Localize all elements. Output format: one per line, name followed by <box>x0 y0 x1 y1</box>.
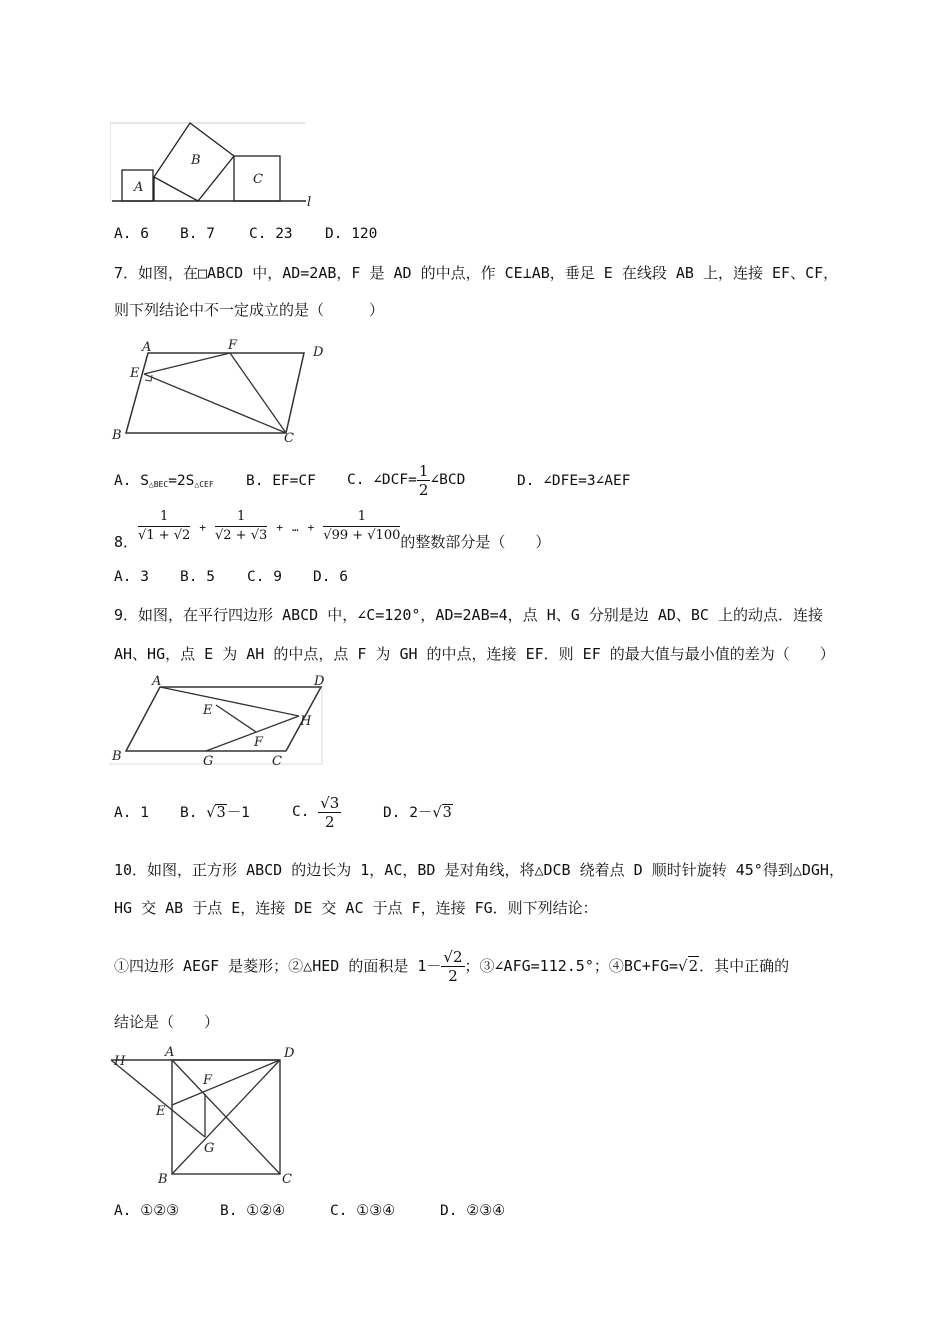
q10-stem-line1: 10．如图，正方形 ABCD 的边长为 1，AC，BD 是对角线，将△DCB 绕着点 D 顺时针旋转 45°得到△DGH， <box>114 861 844 879</box>
q8-option-a: A. 3 <box>114 569 149 585</box>
q8-term-3: $\frac{1}{√99 + √100}$ <box>323 509 401 543</box>
fig7-label-f: F <box>228 338 238 353</box>
fig9-label-f: F <box>254 735 264 750</box>
q10-stem-line2: HG 交 AB 于点 E，连接 DE 交 AC 于点 F，连接 FG．则下列结论： <box>114 899 598 917</box>
q7-option-c-fraction: $\frac{1}{2}$ <box>418 461 429 499</box>
q8-term-1: $\frac{1}{√1 + √2}$ <box>138 509 191 543</box>
fig10-label-b: B <box>158 1172 168 1187</box>
q9-option-c: C. $\frac{√3}{2}$ <box>292 793 340 831</box>
fig10-label-h: H <box>114 1054 126 1069</box>
fig10-label-c: C <box>282 1172 292 1187</box>
q9-figure <box>108 670 333 770</box>
q9-option-a: A. 1 <box>114 805 149 821</box>
fig6-label-b: B <box>191 153 201 168</box>
q7-option-a: A. $S_{\triangle BEC}=2S_{\triangle CEF}$ <box>114 473 214 489</box>
fig10-label-g: G <box>204 1141 215 1156</box>
q10-stem-line3: ①四边形 AEGF 是菱形；②△HED 的面积是 1－ $\frac{√2}{2}$ ；③∠AFG=112.5°；④BC+FG=√2．其中正确的 <box>114 948 790 985</box>
fig6-label-c: C <box>253 172 263 187</box>
q8-option-b: B. 5 <box>180 569 215 585</box>
fig9-segment-hg <box>206 716 299 751</box>
fig9-label-c: C <box>272 754 282 769</box>
fig6-label-l: l <box>307 195 312 210</box>
fig9-segment-ef <box>216 705 256 732</box>
q10-option-a: A. ①②③ <box>114 1203 180 1219</box>
q9-stem-line1: 9．如图，在平行四边形 ABCD 中，∠C=120°，AD=2AB=4，点 H、G 分别是边 AD、BC 上的动点．连接 <box>114 606 823 624</box>
q7-stem-line1: 7．如图，在□ABCD 中，AD=2AB，F 是 AD 的中点，作 CE⊥AB，垂足 E 在线段 AB 上，连接 EF、CF， <box>114 264 839 282</box>
fig6-label-a: A <box>134 180 144 195</box>
fig10-label-d: D <box>284 1046 295 1061</box>
q6-option-b: B. 7 <box>180 226 215 242</box>
fig7-label-d: D <box>313 345 324 360</box>
fig9-label-b: B <box>112 749 122 764</box>
fig10-segment-hg <box>111 1060 205 1137</box>
fig9-label-h: H <box>300 714 312 729</box>
q6-option-c: C. 23 <box>249 226 293 242</box>
fig7-label-b: B <box>112 428 122 443</box>
q7-figure <box>108 336 338 448</box>
q10-option-c: C. ①③④ <box>330 1203 396 1219</box>
fig9-segment-ah <box>160 687 299 716</box>
fig7-label-c: C <box>284 431 294 446</box>
q7-option-c: C. ∠DCF= $\frac{1}{2}$ ∠BCD <box>347 461 466 499</box>
fig7-label-e: E <box>130 366 140 381</box>
q6-figure <box>110 118 320 210</box>
q6-option-d: D. 120 <box>325 226 378 242</box>
q6-option-a: A. 6 <box>114 226 149 242</box>
fig10-label-a: A <box>165 1045 175 1060</box>
q7-option-d: D. ∠DFE=3∠AEF <box>517 473 631 489</box>
q9-option-c-fraction: $\frac{√3}{2}$ <box>320 793 340 831</box>
q9-stem-line2: AH、HG，点 E 为 AH 的中点，点 F 为 GH 的中点，连接 EF．则 EF 的最大值与最小值的差为（ ） <box>114 645 835 663</box>
fig9-label-a: A <box>152 674 162 689</box>
fig9-label-d: D <box>314 674 325 689</box>
q10-fraction: $\frac{√2}{2}$ <box>443 948 463 985</box>
q8-option-d: D. 6 <box>313 569 348 585</box>
fig10-label-f: F <box>203 1073 213 1088</box>
q9-option-b: B. √3－1 <box>180 805 250 821</box>
q10-option-b: B. ①②④ <box>220 1203 286 1219</box>
q10-option-d: D. ②③④ <box>440 1203 506 1219</box>
q10-stem-line4: 结论是（ ） <box>114 1013 220 1031</box>
q9-option-d: D. 2－√3 <box>383 805 452 821</box>
fig9-label-e: E <box>203 703 213 718</box>
fig9-label-g: G <box>203 754 214 769</box>
q8-stem: 8． $\frac{1}{√1 + √2}$ + $\frac{1}{√2 + √3}$ + … + $\frac{1}{√99 + √100}$ 的整数部分是（ ） <box>114 509 551 551</box>
q8-option-c: C. 9 <box>247 569 282 585</box>
q8-term-2: $\frac{1}{√2 + √3}$ <box>215 509 268 543</box>
q7-stem-line2: 则下列结论中不一定成立的是（ ） <box>114 301 385 319</box>
q10-figure <box>108 1040 308 1188</box>
fig7-label-a: A <box>142 340 152 355</box>
fig7-segment-ef <box>144 353 230 374</box>
fig10-segment-de <box>172 1060 280 1105</box>
q7-option-b: B. EF=CF <box>246 473 316 489</box>
fig10-label-e: E <box>156 1104 166 1119</box>
